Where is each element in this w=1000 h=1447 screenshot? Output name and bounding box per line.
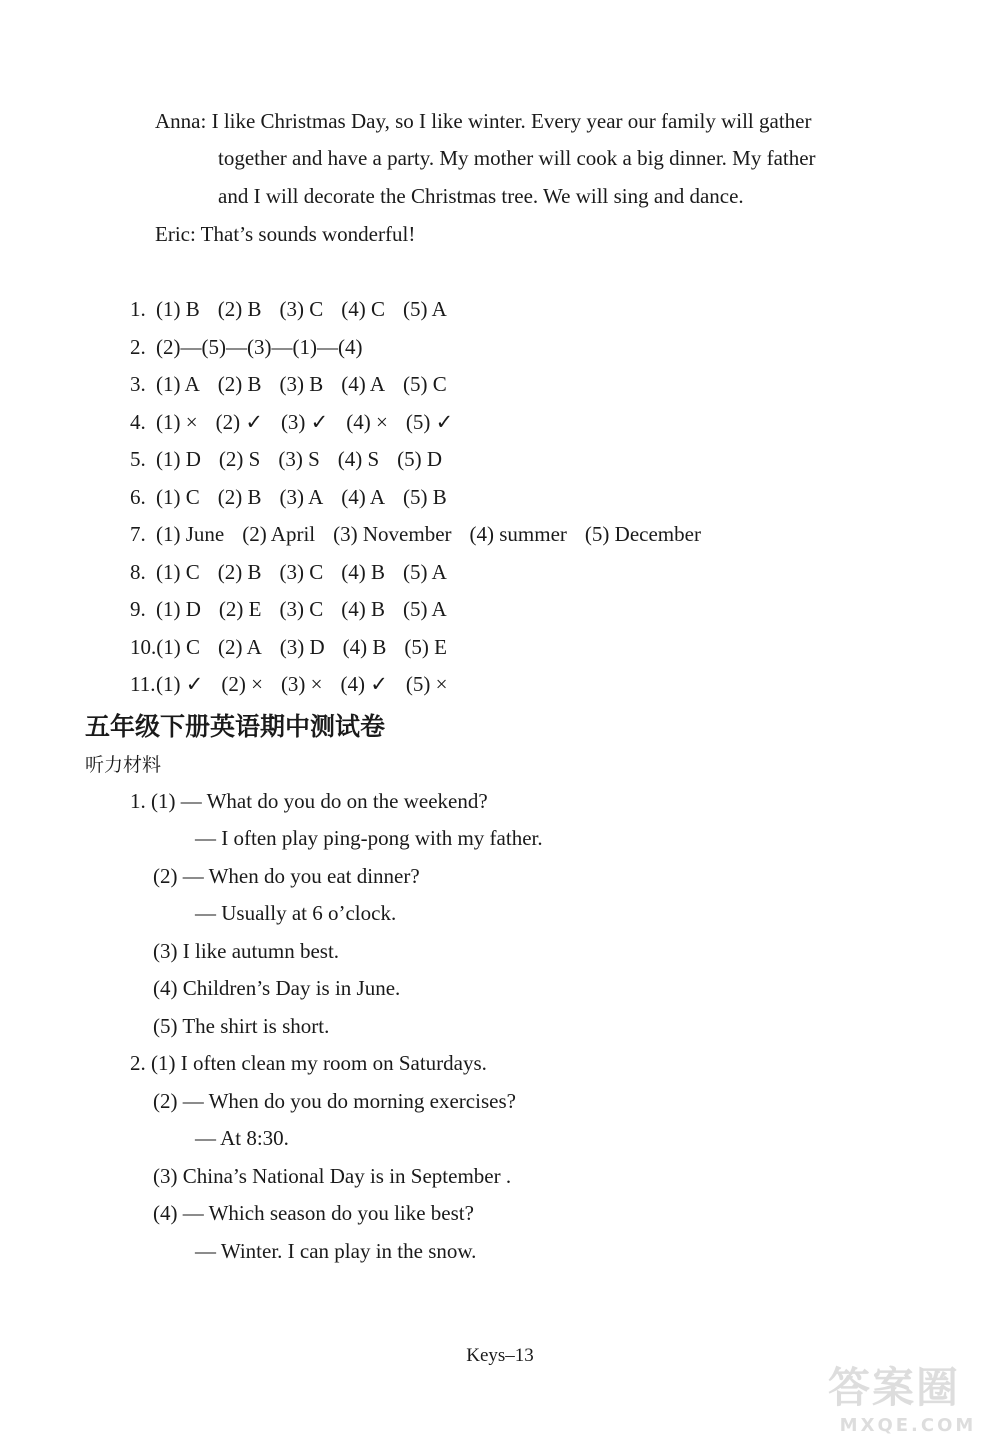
dialogue-anna-line-1: Anna: I like Christmas Day, so I like winter. Every year our family will gather bbox=[155, 109, 812, 133]
answer-item: (4) ✓ bbox=[340, 672, 388, 696]
answer-item: (3) ✓ bbox=[280, 409, 329, 434]
listening-1-1-question: 1. (1) — What do you do on the weekend? bbox=[130, 789, 488, 813]
listening-2-2-response: — At 8:30. bbox=[195, 1126, 289, 1150]
answer-item: (3) C bbox=[279, 297, 324, 321]
answer-item: (5) B bbox=[403, 484, 447, 509]
answer-item: (4) S bbox=[337, 447, 380, 471]
answer-item: (4) B bbox=[342, 634, 387, 659]
answer-item: (3) B bbox=[279, 372, 324, 396]
answer-item: (1) B bbox=[156, 297, 200, 321]
answer-item: (5) December bbox=[584, 522, 701, 546]
answer-item: (5) C bbox=[403, 372, 447, 396]
answer-number: 9. bbox=[130, 597, 146, 621]
watermark-en: MXQE.COM bbox=[839, 1415, 977, 1436]
dialogue-anna-line-3: and I will decorate the Christmas tree. We will sing and dance. bbox=[218, 184, 744, 208]
answer-row bbox=[130, 519, 719, 549]
answer-item: (2) April bbox=[242, 522, 316, 546]
answer-number: 4. bbox=[130, 409, 146, 434]
answer-row bbox=[130, 369, 465, 399]
watermark-cn: 答案圈 bbox=[828, 1363, 961, 1412]
answer-row bbox=[130, 557, 465, 587]
answer-item: (1) C bbox=[156, 559, 200, 584]
answer-number: 1. bbox=[130, 297, 146, 321]
answer-item: (5) A bbox=[403, 297, 447, 321]
answer-row bbox=[130, 444, 460, 474]
answer-item: (2) E bbox=[218, 597, 262, 621]
answer-item: (2) B bbox=[217, 372, 262, 396]
answer-item: (3) × bbox=[280, 672, 323, 696]
answer-item: (5) A bbox=[403, 559, 447, 584]
answer-item: (2) B bbox=[217, 559, 262, 584]
answer-number: 11. bbox=[130, 672, 156, 696]
watermark-logo bbox=[828, 1355, 988, 1437]
answer-item: (2) B bbox=[217, 484, 262, 509]
listening-1-5: (5) The shirt is short. bbox=[153, 1014, 330, 1038]
answer-item: (5) A bbox=[402, 597, 447, 621]
answer-item: (1) C bbox=[156, 634, 200, 659]
listening-1-2-response: — Usually at 6 o’clock. bbox=[195, 901, 397, 925]
listening-2-4-question: (4) — Which season do you like best? bbox=[153, 1201, 474, 1225]
answer-item: (2) B bbox=[217, 297, 262, 321]
listening-1-1-response: — I often play ping-pong with my father. bbox=[195, 826, 543, 850]
answer-number: 3. bbox=[130, 372, 146, 396]
answer-number: 5. bbox=[130, 447, 146, 471]
answer-item: (3) C bbox=[279, 559, 324, 584]
answer-item: (5) × bbox=[405, 672, 448, 696]
answer-number: 8. bbox=[130, 559, 146, 584]
answer-item: (4) C bbox=[341, 297, 385, 321]
answer-item: (1) D bbox=[156, 597, 201, 621]
answer-item: (5) E bbox=[404, 634, 447, 659]
listening-1-4: (4) Children’s Day is in June. bbox=[153, 976, 401, 1000]
answer-item: (1) D bbox=[156, 447, 201, 471]
listening-2-3: (3) China’s National Day is in September . bbox=[153, 1164, 512, 1188]
listening-1-3: (3) I like autumn best. bbox=[153, 939, 340, 963]
answer-number: 6. bbox=[130, 484, 146, 509]
answer-row bbox=[130, 594, 465, 624]
answer-item: (1) C bbox=[156, 484, 200, 509]
answer-item: (3) S bbox=[278, 447, 320, 471]
answer-row bbox=[130, 294, 465, 324]
listening-2-2-question: (2) — When do you do morning exercises? bbox=[153, 1089, 516, 1113]
answer-item: (1) June bbox=[156, 522, 225, 546]
answer-number: 10. bbox=[130, 634, 157, 659]
listening-1-2-question: (2) — When do you eat dinner? bbox=[153, 864, 420, 888]
answer-item: (2) S bbox=[218, 447, 261, 471]
answer-item: (4) A bbox=[341, 372, 385, 396]
answer-item: (3) A bbox=[279, 484, 324, 509]
listening-2-1: 2. (1) I often clean my room on Saturdays. bbox=[130, 1051, 487, 1075]
answer-item: (1) ✓ bbox=[156, 672, 204, 696]
answer-item: (3) C bbox=[279, 597, 324, 621]
page-number: Keys–13 bbox=[466, 1345, 534, 1366]
answer-row bbox=[130, 669, 465, 699]
listening-2-4-response: — Winter. I can play in the snow. bbox=[195, 1239, 477, 1263]
answer-item: (3) D bbox=[279, 634, 325, 659]
answer-item: (4) summer bbox=[469, 522, 567, 546]
answer-item: (3) November bbox=[333, 522, 452, 546]
answer-row bbox=[130, 332, 380, 362]
answer-item: (4) × bbox=[346, 409, 388, 434]
answer-item: (2)—(5)—(3)—(1)—(4) bbox=[156, 334, 363, 359]
answer-item: (5) D bbox=[397, 447, 443, 471]
answer-row bbox=[130, 407, 471, 437]
answer-number: 2. bbox=[130, 334, 146, 359]
answer-item: (1) A bbox=[156, 372, 200, 396]
answer-item: (5) ✓ bbox=[405, 409, 454, 434]
dialogue-anna-line-2: together and have a party. My mother will cook a big dinner. My father bbox=[218, 146, 816, 170]
answer-item: (4) A bbox=[341, 484, 385, 509]
answer-item: (4) B bbox=[341, 597, 385, 621]
answer-item: (2) × bbox=[221, 672, 263, 696]
answer-row bbox=[130, 632, 465, 662]
section-subtitle: 听力材料 bbox=[85, 754, 162, 776]
answer-item: (2) ✓ bbox=[215, 409, 263, 434]
answer-item: (2) A bbox=[218, 634, 262, 659]
answer-number: 7. bbox=[130, 522, 146, 546]
answer-item: (1) × bbox=[156, 409, 198, 434]
section-title: 五年级下册英语期中测试卷 bbox=[85, 712, 386, 741]
dialogue-eric-line: Eric: That’s sounds wonderful! bbox=[155, 222, 416, 246]
answer-item: (4) B bbox=[341, 559, 385, 584]
answer-row bbox=[130, 482, 465, 512]
